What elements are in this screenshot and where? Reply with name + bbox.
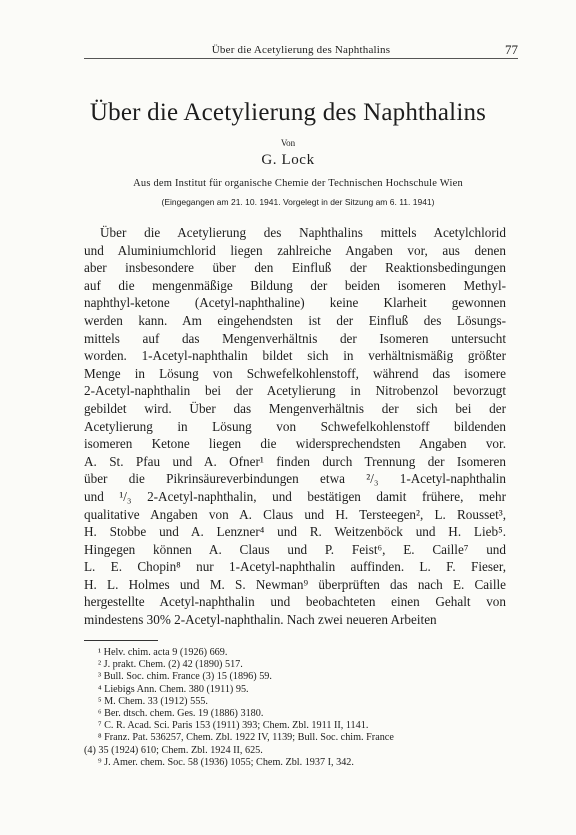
body-line: mindestens 30% 2-Acetyl-naphthalin. Nach zwei neueren Arbeiten [84, 612, 437, 628]
body-line: 2-Acetyl-naphthalin bei der Acetylierung in Nitrobenzol bevorzugt [84, 383, 506, 399]
footnote-continuation: (4) 35 (1924) 610; Chem. Zbl. 1924 II, 625. [84, 744, 263, 756]
footnote: ³ Bull. Soc. chim. France (3) 15 (1896) 59. [98, 671, 272, 683]
body-line: aber insbesondere über den Einfluß der Reaktionsbedingungen [84, 260, 506, 276]
received-date: (Eingegangen am 21. 10. 1941. Vorgelegt in der Sitzung am 6. 11. 1941) [161, 197, 435, 207]
body-line: hergestellte Acetyl-naphthalin und beobachteten einen Gehalt von [84, 594, 506, 610]
body-line: auf die mengenmäßige Bildung der beiden isomeren Methyl- [84, 277, 506, 293]
body-line: mittels auf das Mengenverhältnis der Isomeren untersucht [84, 330, 506, 346]
body-line: und Aluminiumchlorid liegen zahlreiche Angaben vor, aus denen [84, 242, 506, 258]
footnote-divider [84, 640, 158, 641]
body-line: isomeren Ketone liegen die widersprechendsten Angaben vor. [84, 436, 506, 452]
footnote: ⁷ C. R. Acad. Sci. Paris 153 (1911) 393; Chem. Zbl. 1911 II, 1141. [98, 720, 369, 732]
footnote: ⁹ J. Amer. chem. Soc. 58 (1936) 1055; Chem. Zbl. 1937 I, 342. [98, 756, 354, 768]
body-line: Hingegen können A. Claus und P. Feist⁶, E. Caille⁷ und [84, 541, 506, 557]
footnote: ⁸ Franz. Pat. 536257, Chem. Zbl. 1922 IV, 1139; Bull. Soc. chim. France [98, 732, 394, 744]
footnote: ⁴ Liebigs Ann. Chem. 380 (1911) 95. [98, 683, 249, 695]
running-header [84, 44, 518, 59]
footnote: ⁶ Ber. dtsch. chem. Ges. 19 (1886) 3180. [98, 708, 264, 720]
body-line: worden. 1-Acetyl-naphthalin bildet sich in verhältnismäßig größter [84, 348, 506, 364]
body-line: Menge in Lösung von Schwefelkohlenstoff, während das isomere [84, 365, 506, 381]
footnote: ² J. prakt. Chem. (2) 42 (1890) 517. [98, 659, 243, 671]
article-title: Über die Acetylierung des Naphthalins [89, 99, 487, 126]
body-text [84, 224, 506, 629]
body-line: H. Stobbe und A. Lenzner⁴ und R. Weitzenböck und H. Lieb⁵. [84, 524, 506, 540]
footnote: ¹ Helv. chim. acta 9 (1926) 669. [98, 647, 228, 658]
footnote: ⁵ M. Chem. 33 (1912) 555. [98, 695, 208, 707]
body-line: und ¹/₃ 2-Acetyl-naphthalin, und bestätigen damit frühere, mehr [84, 488, 506, 504]
body-line: A. St. Pfau und A. Ofner¹ finden durch Trennung der Isomeren [84, 453, 506, 469]
body-line: werden kann. Am eingehendsten ist der Einfluß des Lösungs- [84, 312, 506, 328]
affiliation: Aus dem Institut für organische Chemie der Technischen Hochschule Wien [133, 178, 463, 189]
body-line: H. L. Holmes und M. S. Newman⁹ überprüften das nach E. Caille [84, 576, 506, 592]
running-title: Über die Acetylierung des Naphthalins [211, 44, 391, 56]
page-number: 77 [505, 42, 518, 57]
von-label: Von [280, 138, 296, 148]
author-name: G. Lock [261, 152, 315, 168]
footnotes [84, 647, 506, 769]
body-line: Acetylierung in Lösung von Schwefelkohlenstoff bildenden [84, 418, 506, 434]
body-line: Über die Acetylierung des Naphthalins mittels Acetylchlorid [100, 225, 506, 240]
body-line: naphthyl-ketone (Acetyl-naphthaline) keine Klarheit gewonnen [84, 295, 506, 311]
body-line: gebildet wird. Über das Mengenverhältnis der sich bei der [84, 400, 506, 416]
body-line: L. E. Chopin⁸ nur 1-Acetyl-naphthalin auffinden. L. F. Fieser, [84, 559, 506, 575]
body-line: qualitative Angaben von A. Claus und H. Tersteegen², L. Rousset³, [84, 506, 506, 522]
body-line: über die Pikrinsäureverbindungen etwa ²/₃ 1-Acetyl-naphthalin [84, 471, 506, 487]
